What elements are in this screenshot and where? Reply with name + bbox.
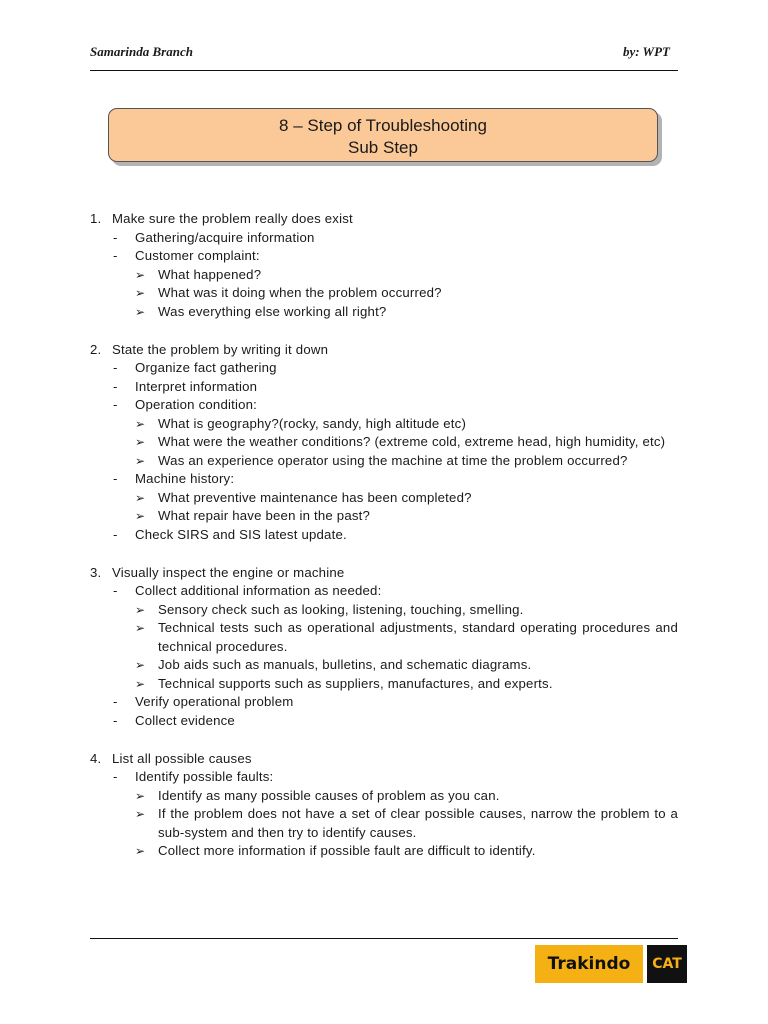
item-text: Job aids such as manuals, bulletins, and schematic diagrams.	[158, 657, 532, 672]
arrow-item	[90, 415, 678, 434]
step-title: Visually inspect the engine or machine	[112, 564, 345, 580]
arrow-bullet-icon: ➢	[135, 807, 146, 821]
dash-bullet: -	[113, 583, 118, 598]
arrow-bullet-icon: ➢	[135, 621, 146, 635]
arrow-item	[90, 452, 678, 471]
item-text: Collect more information if possible fault are difficult to identify.	[158, 843, 536, 858]
item-text: What is geography?(rocky, sandy, high altitude etc)	[158, 415, 467, 431]
arrow-item	[90, 284, 678, 303]
dash-item	[90, 693, 678, 712]
item-text: Collect evidence	[135, 712, 235, 728]
arrow-bullet-icon: ➢	[135, 267, 146, 282]
dash-item	[90, 470, 678, 489]
title-line-2: Sub Step	[348, 138, 418, 157]
footer-rule	[90, 938, 678, 939]
item-text: What preventive maintenance has been completed?	[158, 489, 472, 505]
dash-item	[90, 378, 678, 397]
dash-bullet: -	[113, 526, 118, 542]
arrow-bullet-icon: ➢	[135, 844, 146, 858]
item-text: Was everything else working all right?	[158, 303, 387, 319]
item-text: Identify as many possible causes of problem as you can.	[158, 787, 500, 803]
item-text: Check SIRS and SIS latest update.	[135, 526, 347, 542]
item-text: Collect additional information as needed:	[135, 583, 382, 598]
step-heading	[90, 210, 678, 229]
arrow-item	[90, 805, 678, 842]
step-number: 4.	[90, 750, 102, 766]
dash-item	[90, 396, 678, 415]
item-text: Gathering/acquire information	[135, 229, 315, 245]
arrow-item	[90, 656, 678, 675]
item-text: What was it doing when the problem occurred?	[158, 285, 442, 300]
arrow-item	[90, 433, 678, 452]
item-text: What repair have been in the past?	[158, 508, 371, 523]
step-section	[90, 564, 678, 731]
title-box	[108, 108, 658, 162]
arrow-item	[90, 619, 678, 656]
item-text: Organize fact gathering	[135, 360, 277, 375]
step-heading	[90, 750, 678, 769]
item-text: Technical tests such as operational adjustments, standard operating procedures and technical procedures.	[158, 620, 678, 654]
arrow-bullet-icon: ➢	[135, 453, 146, 468]
arrow-bullet-icon: ➢	[135, 435, 146, 449]
step-section	[90, 341, 678, 545]
arrow-bullet-icon: ➢	[135, 509, 146, 523]
dash-bullet: -	[113, 694, 118, 709]
item-text: Machine history:	[135, 471, 235, 486]
step-number: 2.	[90, 341, 102, 357]
dash-bullet: -	[113, 769, 118, 784]
step-heading	[90, 341, 678, 360]
step-title: List all possible causes	[112, 750, 252, 766]
arrow-bullet-icon: ➢	[135, 676, 146, 691]
arrow-item	[90, 303, 678, 322]
arrow-bullet-icon: ➢	[135, 602, 146, 617]
item-text: Interpret information	[135, 378, 258, 394]
dash-bullet: -	[113, 471, 118, 486]
steps-list	[90, 210, 678, 880]
item-text: Customer complaint:	[135, 248, 260, 263]
dash-bullet: -	[113, 229, 118, 245]
arrow-bullet-icon: ➢	[135, 658, 146, 672]
arrow-item	[90, 266, 678, 285]
trakindo-cat-logo	[535, 945, 687, 983]
arrow-item	[90, 842, 678, 861]
item-text: Operation condition:	[135, 397, 258, 412]
header-author: by: WPT	[622, 44, 670, 59]
arrow-item	[90, 787, 678, 806]
arrow-item	[90, 601, 678, 620]
cat-logo: CAT	[647, 945, 687, 983]
dash-item	[90, 768, 678, 787]
item-text: Identify possible faults:	[135, 769, 274, 784]
arrow-item	[90, 507, 678, 526]
step-title: State the problem by writing it down	[112, 341, 329, 357]
header-branch: Samarinda Branch	[90, 44, 193, 59]
dash-item	[90, 526, 678, 545]
item-text: Verify operational problem	[135, 694, 294, 709]
step-heading	[90, 564, 678, 583]
trakindo-logo-text: Trakindo	[535, 945, 643, 983]
dash-item	[90, 582, 678, 601]
item-text: What happened?	[158, 266, 262, 282]
step-title: Make sure the problem really does exist	[112, 211, 353, 226]
arrow-bullet-icon: ➢	[135, 286, 146, 300]
step-section	[90, 210, 678, 321]
arrow-bullet-icon: ➢	[135, 416, 146, 431]
item-text: Sensory check such as looking, listening, touching, smelling.	[158, 601, 524, 617]
dash-bullet: -	[113, 397, 118, 412]
title-line-1: 8 – Step of Troubleshooting	[279, 116, 487, 135]
step-number: 3.	[90, 564, 102, 580]
item-text: Was an experience operator using the machine at time the problem occurred?	[158, 452, 628, 468]
item-text: Technical supports such as suppliers, manufactures, and experts.	[158, 675, 553, 691]
step-number: 1.	[90, 211, 102, 226]
dash-bullet: -	[113, 248, 118, 263]
header-rule	[90, 70, 678, 71]
dash-item	[90, 359, 678, 378]
dash-item	[90, 229, 678, 248]
dash-bullet: -	[113, 712, 118, 728]
dash-item	[90, 247, 678, 266]
dash-bullet: -	[113, 360, 118, 375]
step-section	[90, 750, 678, 861]
item-text: What were the weather conditions? (extreme cold, extreme head, high humidity, etc)	[158, 434, 666, 449]
arrow-item	[90, 675, 678, 694]
arrow-item	[90, 489, 678, 508]
arrow-bullet-icon: ➢	[135, 304, 146, 319]
arrow-bullet-icon: ➢	[135, 788, 146, 803]
item-text: If the problem does not have a set of clear possible causes, narrow the problem to a sub-system and then try to identify causes.	[158, 806, 678, 840]
arrow-bullet-icon: ➢	[135, 490, 146, 505]
dash-bullet: -	[113, 378, 118, 394]
dash-item	[90, 712, 678, 731]
